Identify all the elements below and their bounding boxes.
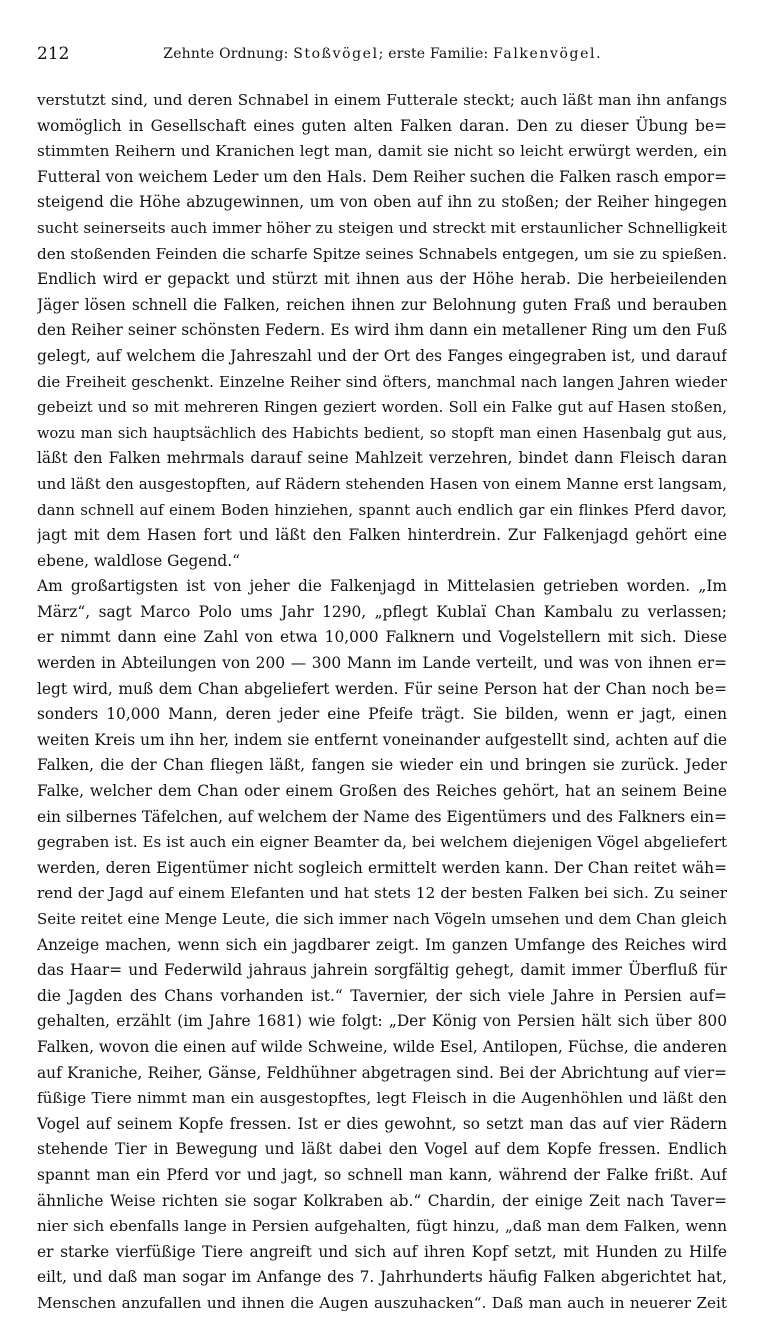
running-title xyxy=(37,46,727,62)
text-line: er nimmt dann eine Zahl von etwa 10,000 Falknern und Vogelstellern mit sich. Diese xyxy=(37,628,727,647)
text-line: füßige Tiere nimmt man ein ausgestopftes, legt Fleisch in die Augenhöhlen und läßt den xyxy=(37,1089,727,1108)
text-line: eilt, und daß man sogar im Anfange des 7. Jahrhunderts häufig Falken abgerichtet hat, xyxy=(37,1268,727,1287)
text-line: Am großartigsten ist von jeher die Falkenjagd in Mittelasien getrieben worden. „Im xyxy=(37,577,727,596)
text-line: gelegt, auf welchem die Jahreszahl und der Ort des Fanges eingegraben ist, und darauf xyxy=(37,346,727,365)
text-line: die Freiheit geschenkt. Einzelne Reiher sind öfters, manchmal nach langen Jahren wieder xyxy=(37,372,727,391)
text-line-paragraph-end: ebene, waldlose Gegend.“ xyxy=(37,551,240,570)
text-line: den stoßenden Feinden die scharfe Spitze seines Schnabels entgegen, um sie zu spießen. xyxy=(37,244,727,263)
text-line: Falken, wovon die einen auf wilde Schweine, wilde Esel, Antilopen, Füchse, die anderen xyxy=(37,1037,727,1056)
text-line: sucht seinerseits auch immer höher zu steigen und streckt mit erstaunlicher Schnelligkeit xyxy=(37,218,727,237)
text-line: steigend die Höhe abzugewinnen, um von oben auf ihn zu stoßen; der Reiher hingegen xyxy=(37,193,727,212)
text-line: gehalten, erzählt (im Jahre 1681) wie folgt: „Der König von Persien hält sich über 800 xyxy=(37,1012,727,1031)
text-line: auf Kraniche, Reiher, Gänse, Feldhühner abgetragen sind. Bei der Abrichtung auf vier= xyxy=(37,1063,727,1082)
text-line: womöglich in Gesellschaft eines guten alten Falken daran. Den zu dieser Übung be= xyxy=(37,116,727,135)
text-line: werden, deren Eigentümer nicht sogleich ermittelt werden kann. Der Chan reitet wäh= xyxy=(37,858,727,877)
text-line: legt wird, muß dem Chan abgeliefert werden. Für seine Person hat der Chan noch be= xyxy=(37,679,727,698)
running-title-prefix: Zehnte Ordnung: xyxy=(163,46,294,62)
text-line: Seite reitet eine Menge Leute, die sich immer nach Vögeln umsehen und dem Chan gleich xyxy=(37,910,727,928)
text-line: und läßt den ausgestopften, auf Rädern stehenden Hasen von einem Manne erst langsam, xyxy=(37,474,727,493)
text-line: Falke, welcher dem Chan oder einem Großen des Reiches gehört, hat an seinem Beine xyxy=(37,782,727,801)
text-line: er starke vierfüßige Tiere angreift und sich auf ihren Kopf setzt, mit Hunden zu Hilfe xyxy=(37,1242,727,1261)
text-line: Endlich wird er gepackt und stürzt mit ihnen aus der Höhe herab. Die herbeieilenden xyxy=(37,270,727,289)
page-number: 212 xyxy=(37,44,70,64)
text-line: verstutzt sind, und deren Schnabel in einem Futterale steckt; auch läßt man ihn anfangs xyxy=(37,91,727,109)
running-head xyxy=(37,44,727,74)
text-line: den Reiher seiner schönsten Federn. Es wird ihm dann ein metallener Ring um den Fuß xyxy=(37,321,727,340)
text-line: März“, sagt Marco Polo ums Jahr 1290, „pflegt Kublaï Chan Kambalu zu verlassen; xyxy=(37,602,727,621)
text-line: Vogel auf seinem Kopfe fressen. Ist er dies gewohnt, so setzt man das auf vier Rädern xyxy=(37,1114,727,1133)
text-line: das Haar= und Federwild jahraus jahrein sorgfältig gehegt, damit immer Überfluß für xyxy=(37,961,727,980)
text-line: dann schnell auf einem Boden hinziehen, spannt auch endlich gar ein flinkes Pferd davor, xyxy=(37,500,727,519)
text-line: sonders 10,000 Mann, deren jeder eine Pfeife trägt. Sie bilden, wenn er jagt, einen xyxy=(37,705,727,724)
running-title-family: Falkenvögel xyxy=(493,46,597,62)
running-title-middle: ; erste Familie: xyxy=(378,46,494,62)
text-line: Futteral von weichem Leder um den Hals. Dem Reiher suchen die Falken rasch empor= xyxy=(37,167,727,186)
text-line: läßt den Falken mehrmals darauf seine Mahlzeit verzehren, bindet dann Fleisch daran xyxy=(37,449,727,468)
text-line: gebeizt und so mit mehreren Ringen geziert worden. Soll ein Falke gut auf Hasen stoßen, xyxy=(37,398,727,417)
text-line: nier sich ebenfalls lange in Persien aufgehalten, fügt hinzu, „daß man dem Falken, wenn xyxy=(37,1217,727,1236)
text-line: ähnliche Weise richten sie sogar Kolkraben ab.“ Chardin, der einige Zeit nach Taver= xyxy=(37,1191,727,1210)
text-line: Menschen anzufallen und ihnen die Augen auszuhacken“. Daß man auch in neuerer Zeit xyxy=(37,1293,727,1312)
body-text xyxy=(37,88,727,1317)
text-line: rend der Jagd auf einem Elefanten und hat stets 12 der besten Falken bei sich. Zu seiner xyxy=(37,884,727,903)
text-line: gegraben ist. Es ist auch ein eigner Beamter da, bei welchem diejenigen Vögel abgeliefert xyxy=(37,833,727,852)
text-line: stehende Tier in Bewegung und läßt dabei den Vogel auf dem Kopfe fressen. Endlich xyxy=(37,1140,727,1159)
text-line: wozu man sich hauptsächlich des Habichts bedient, so stopft man einen Hasenbalg gut aus, xyxy=(37,424,727,442)
text-line: jagt mit dem Hasen fort und läßt den Falken hinterdrein. Zur Falkenjagd gehört eine xyxy=(37,526,727,545)
text-line: Falken, die der Chan fliegen läßt, fangen sie wieder ein und bringen sie zurück. Jeder xyxy=(37,756,727,775)
text-line: Anzeige machen, wenn sich ein jagdbarer zeigt. Im ganzen Umfange des Reiches wird xyxy=(37,935,727,954)
text-line: ein silbernes Täfelchen, auf welchem der Name des Eigentümers und des Falkners ein= xyxy=(37,807,727,826)
text-line: werden in Abteilungen von 200 — 300 Mann im Lande verteilt, und was von ihnen er= xyxy=(37,654,727,673)
text-line: spannt man ein Pferd vor und jagt, so schnell man kann, während der Falke frißt. Auf xyxy=(37,1165,727,1184)
running-title-order: Stoßvögel xyxy=(293,46,379,62)
text-line: weiten Kreis um ihn her, indem sie entfernt voneinander aufgestellt sind, achten auf die xyxy=(37,730,727,749)
text-line: Jäger lösen schnell die Falken, reichen ihnen zur Belohnung guten Fraß und berauben xyxy=(37,295,727,314)
text-line: stimmten Reihern und Kranichen legt man, damit sie nicht so leicht erwürgt werden, ein xyxy=(37,142,727,161)
text-line: die Jagden des Chans vorhanden ist.“ Tavernier, der sich viele Jahre in Persien auf= xyxy=(37,986,727,1005)
running-title-suffix: . xyxy=(596,46,601,62)
